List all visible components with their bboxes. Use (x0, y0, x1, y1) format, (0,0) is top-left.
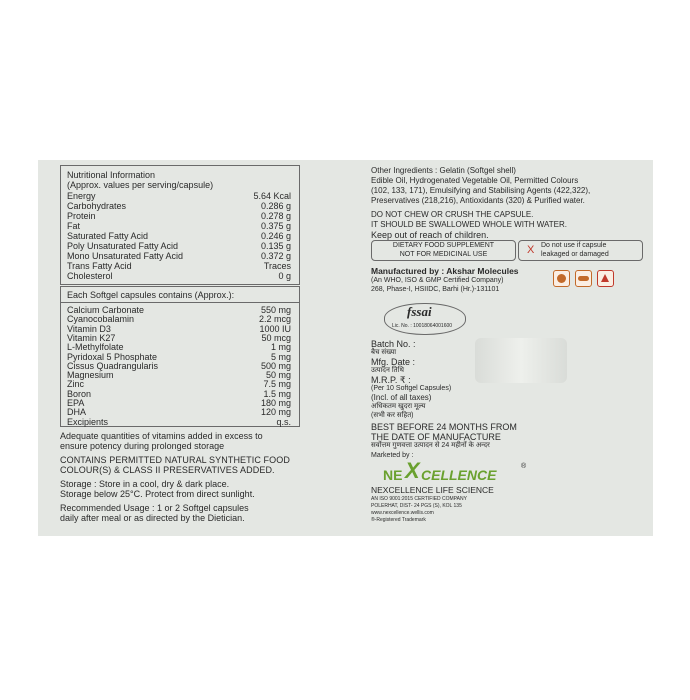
row-value: 180 mg (260, 398, 291, 408)
logo-registered-mark: ® (521, 463, 527, 470)
incl-taxes-hindi: (सभी कर सहित) (371, 412, 414, 419)
warning-line1: Do not use if capsule (541, 242, 607, 249)
other-ingredients-line1: Other Ingredients : Gelatin (Softgel shell) (371, 166, 516, 175)
row-name: Poly Unsaturated Fatty Acid (67, 241, 179, 251)
row-name: Zinc (67, 379, 85, 390)
storage-line1: Storage : Store in a cool, dry & dark place. (60, 479, 230, 489)
row-name: DHA (67, 407, 87, 418)
per-capsules-note: (Per 10 Softgel Capsules) (371, 385, 452, 392)
row-value: 1000 IU (259, 323, 291, 334)
manufacturer-certification: (An WHO, ISO & GMP Certified Company) (371, 277, 504, 284)
manufacturer-name: Manufactured by : Akshar Molecules (371, 266, 519, 276)
row-value: 50 mcg (261, 332, 291, 343)
adequate-note-line1: Adequate quantities of vitamins added in excess to (60, 431, 263, 441)
row-value: 0.286 g (260, 201, 291, 211)
non-veg-triangle-icon (597, 270, 614, 287)
registered-trademark-note: ®-Registered Trademark (371, 517, 426, 523)
row-name: Energy (67, 191, 96, 201)
row-name: Cholesterol (67, 271, 113, 281)
no-chew-line2: IT SHOULD BE SWALLOWED WHOLE WITH WATER. (371, 220, 568, 229)
fssai-license: Lic. No. : 10018064001600 (392, 323, 453, 329)
table-row (67, 241, 291, 251)
nutrition-subtitle: (Approx. values per serving/capsule) (67, 180, 214, 190)
mfg-date-label-hindi: उत्पादन तिथि (371, 367, 404, 374)
capsule-symbol-icon (575, 270, 592, 287)
row-name: Boron (67, 388, 92, 399)
dietary-supplement-badge (371, 240, 516, 261)
composition-divider (61, 302, 299, 303)
batch-details-blurred (475, 338, 567, 383)
storage-line2: Storage below 25°C. Protect from direct sunlight. (60, 489, 255, 499)
row-value: 0.278 g (260, 211, 291, 221)
nutrition-title: Nutritional Information (67, 170, 156, 180)
vegetarian-mark-icon (553, 270, 570, 287)
best-before-hindi: सर्वोत्तम गुणवत्ता उत्पादन से 24 महीनों के अन्दर (371, 442, 490, 449)
row-name: L-Methylfolate (67, 342, 124, 353)
logo-text-x: X (405, 458, 420, 483)
row-name: Protein (67, 211, 96, 221)
composition-table (60, 286, 300, 427)
nutrition-table (60, 165, 300, 285)
row-name: Calcium Carbonate (67, 305, 145, 315)
nexcellence-logo (383, 460, 563, 484)
dietary-line2: NOT FOR MEDICINAL USE (399, 251, 488, 258)
keep-out-of-reach: Keep out of reach of children. (371, 230, 489, 240)
warning-line2: leakaged or damaged (541, 251, 609, 258)
row-value: 0 g (278, 271, 291, 281)
row-name: EPA (67, 398, 85, 408)
fssai-badge (384, 303, 466, 335)
row-name: Trans Fatty Acid (67, 261, 132, 271)
company-name: NEXCELLENCE LIFE SCIENCE (371, 485, 494, 495)
carton-panel (38, 160, 653, 536)
table-row (67, 231, 291, 241)
row-value: 0.372 g (260, 251, 291, 261)
row-value: 0.375 g (260, 221, 291, 231)
row-name: Cyanocobalamin (67, 314, 135, 325)
table-row (67, 201, 291, 211)
company-certification: AN ISO 9001:2015 CERTIFIED COMPANY (371, 496, 467, 502)
best-before-line1: BEST BEFORE 24 MONTHS FROM (371, 422, 517, 432)
other-ingredients-line3: (102, 133, 171), Emulsifying and Stabilising Agents (422,322), (371, 186, 591, 195)
company-website: www.nexcellence.wellis.com (371, 510, 434, 516)
table-row (67, 417, 291, 427)
table-row (67, 271, 291, 281)
row-value: 7.5 mg (263, 379, 291, 390)
contains-note-line1: CONTAINS PERMITTED NATURAL SYNTHETIC FOOD (60, 455, 290, 465)
fssai-logo: fssai (407, 304, 432, 319)
cross-icon: X (527, 244, 535, 256)
row-name: Fat (67, 221, 81, 231)
table-row (67, 261, 291, 271)
table-row (67, 211, 291, 221)
adequate-note-line2: ensure potency during prolonged storage (60, 441, 225, 451)
row-name: Saturated Fatty Acid (67, 231, 149, 241)
batch-label-hindi: बैच संख्या (371, 349, 397, 356)
dietary-line1: DIETARY FOOD SUPPLEMENT (392, 242, 495, 249)
row-name: Vitamin D3 (67, 323, 111, 334)
table-row (67, 221, 291, 231)
mrp-label: M.R.P. ₹ : (371, 375, 411, 385)
table-row (67, 191, 291, 201)
usage-line1: Recommended Usage : 1 or 2 Softgel capsules (60, 503, 249, 513)
batch-label: Batch No. : (371, 339, 416, 349)
row-name: Magnesium (67, 370, 114, 381)
incl-taxes-note: (Incl. of all taxes) (371, 393, 432, 402)
company-address: POLERHAT, DIST- 24 PGS (S), KOL 135 (371, 503, 462, 509)
row-value: 120 mg (260, 407, 291, 418)
mrp-label-hindi: अधिकतम खुदरा मूल्य (371, 403, 426, 410)
row-name: Pyridoxal 5 Phosphate (67, 351, 158, 362)
row-value: Traces (263, 261, 291, 271)
row-value: 0.246 g (260, 231, 291, 241)
manufacturer-address: 268, Phase-I, HSIIDC, Barhi (Hr.)-131101 (371, 286, 500, 293)
row-value: 550 mg (260, 305, 291, 315)
row-name: Carbohydrates (67, 201, 127, 211)
other-ingredients-line2: Edible Oil, Hydrogenated Vegetable Oil, Permitted Colours (371, 176, 579, 185)
nutrition-rows (61, 191, 299, 281)
damage-warning-badge (518, 240, 643, 261)
composition-rows (61, 305, 299, 425)
contains-note-line2: COLOUR(S) & CLASS II PRESERVATIVES ADDED. (60, 465, 275, 475)
row-value: 0.135 g (260, 241, 291, 251)
logo-text-ne: NE (383, 467, 403, 483)
composition-title: Each Softgel capsules contains (Approx.): (67, 290, 235, 300)
row-value: 1 mg (270, 342, 291, 353)
no-chew-line1: DO NOT CHEW OR CRUSH THE CAPSULE. (371, 210, 534, 219)
row-name: Mono Unsaturated Fatty Acid (67, 251, 184, 261)
row-value: 5.64 Kcal (253, 191, 291, 201)
table-row (67, 251, 291, 261)
row-value: 1.5 mg (263, 388, 291, 399)
best-before-line2: THE DATE OF MANUFACTURE (371, 432, 501, 442)
marketed-by-label: Marketed by : (371, 452, 414, 459)
row-name: Vitamin K27 (67, 332, 116, 343)
row-name: Excipients (67, 416, 109, 427)
row-value: 50 mg (265, 370, 291, 381)
other-ingredients-line4: Preservatives (218,216), Antioxidants (320) & Purified water. (371, 196, 585, 205)
mfg-date-label: Mfg. Date : (371, 357, 416, 367)
usage-line2: daily after meal or as directed by the Dietician. (60, 513, 245, 523)
row-name: Cissus Quadrangularis (67, 360, 159, 371)
row-value: 500 mg (260, 360, 291, 371)
logo-text-cellence: CELLENCE (421, 467, 497, 483)
row-value: 5 mg (270, 351, 291, 362)
row-value: 2.2 mcg (258, 314, 291, 325)
row-value: q.s. (276, 416, 291, 427)
